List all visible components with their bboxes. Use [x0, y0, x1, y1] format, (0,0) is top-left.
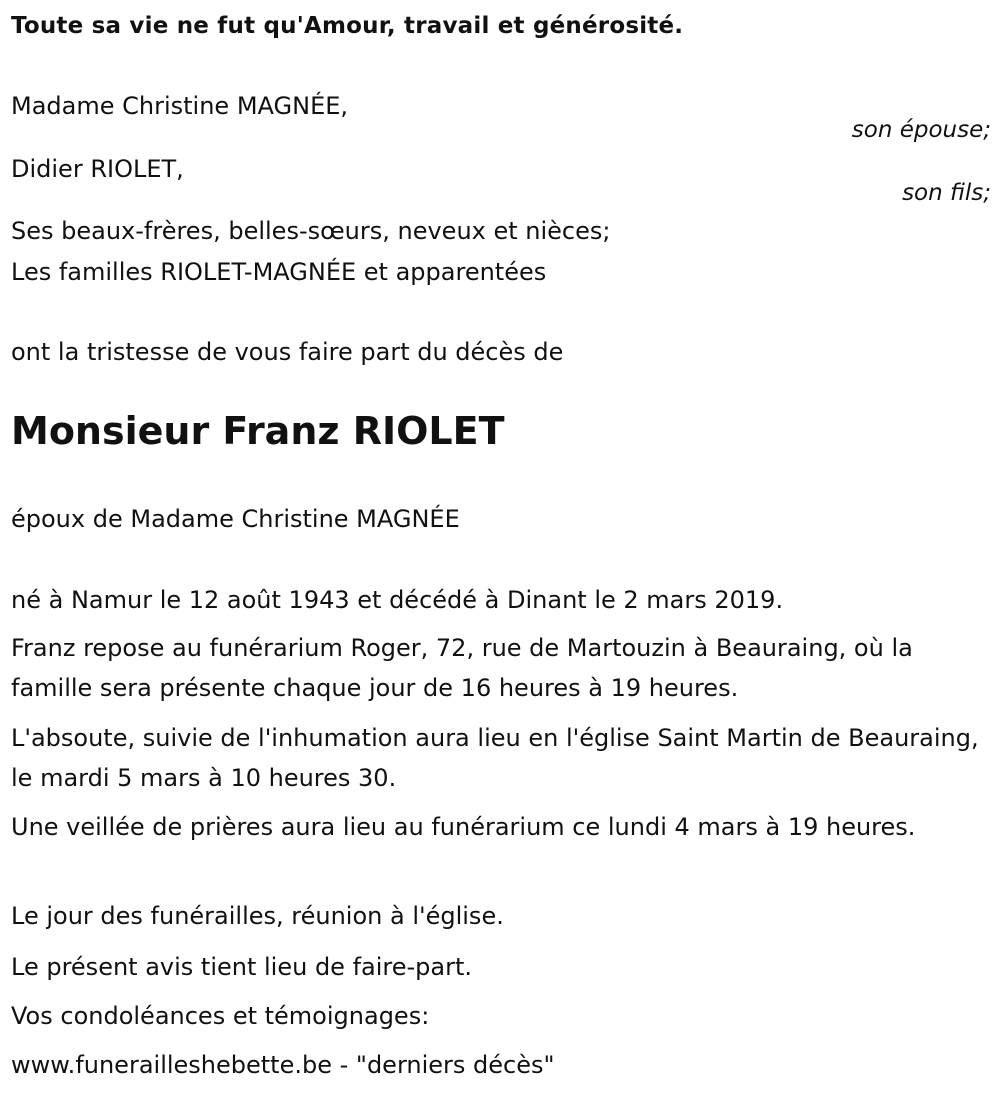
detail-paragraph: Une veillée de prières aura lieu au funérarium ce lundi 4 mars à 19 heures.	[11, 813, 916, 841]
detail-paragraph: Franz repose au funérarium Roger, 72, rue de Martouzin à Beauraing, où la famille sera présente chaque jour de 16 heures à 19 heures.	[11, 634, 913, 702]
announcement-text: ont la tristesse de vous faire part du décès de	[11, 338, 564, 366]
family-member-name: Madame Christine MAGNÉE,	[11, 92, 349, 120]
deceased-name: Monsieur Franz RIOLET	[11, 409, 505, 453]
detail-paragraph: Le jour des funérailles, réunion à l'église.	[11, 902, 504, 930]
motto: Toute sa vie ne fut qu'Amour, travail et générosité.	[11, 13, 684, 39]
spouse-line: époux de Madame Christine MAGNÉE	[11, 505, 460, 533]
family-member-relation: son épouse;	[851, 117, 991, 143]
detail-paragraph: L'absoute, suivie de l'inhumation aura lieu en l'église Saint Martin de Beauraing, le mardi 5 mars à 10 heures 30.	[11, 724, 979, 792]
detail-paragraph: Le présent avis tient lieu de faire-part.	[11, 953, 473, 981]
detail-paragraph: Vos condoléances et témoignages:	[11, 1002, 430, 1030]
relatives-line: Les familles RIOLET-MAGNÉE et apparentées	[11, 258, 547, 286]
detail-paragraph: né à Namur le 12 août 1943 et décédé à Dinant le 2 mars 2019.	[11, 586, 784, 614]
relatives-line: Ses beaux-frères, belles-sœurs, neveux et nièces;	[11, 217, 611, 245]
family-member-relation: son fils;	[902, 180, 991, 206]
website-line: www.funerailleshebette.be - "derniers décès"	[11, 1051, 555, 1079]
family-member-name: Didier RIOLET,	[11, 155, 184, 183]
